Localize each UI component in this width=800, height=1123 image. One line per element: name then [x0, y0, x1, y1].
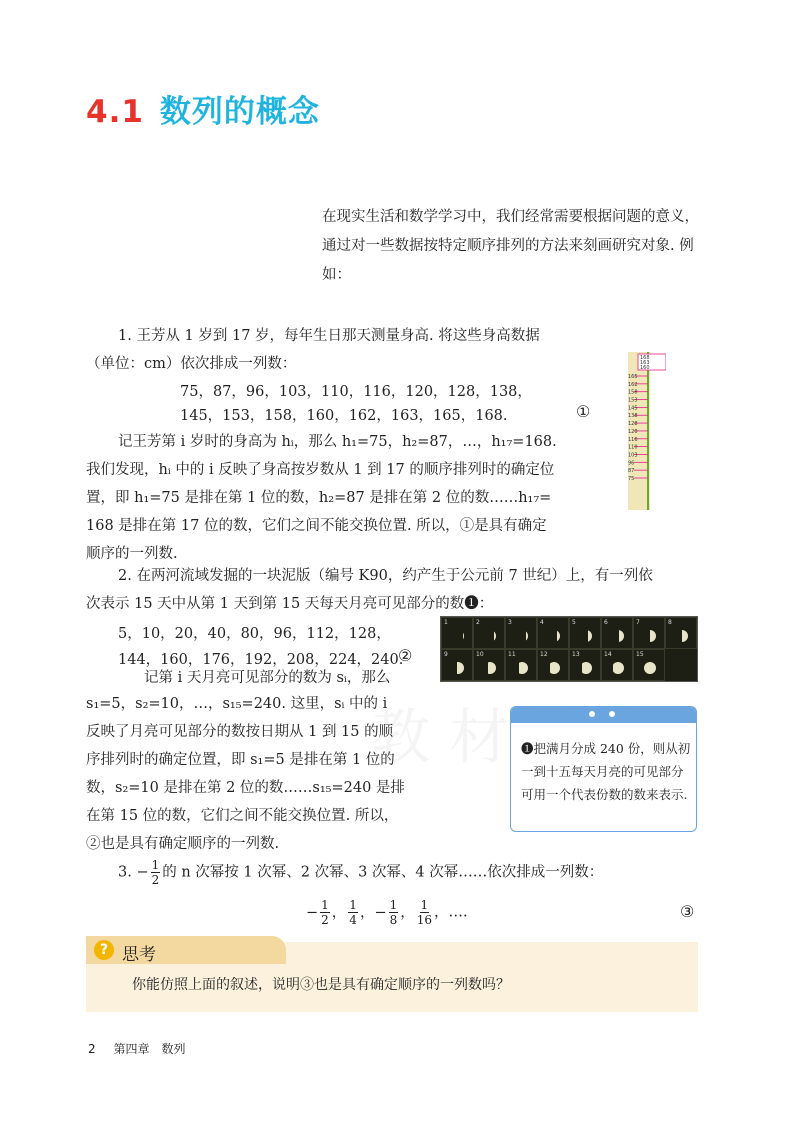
ex2-line8: 在第 15 位的数，它们之间不能交换位置. 所以，	[86, 808, 399, 824]
think-tab	[86, 936, 286, 964]
page-title	[86, 86, 320, 131]
chapter-label: 第四章 数列	[113, 1042, 186, 1056]
moon-day-cell	[537, 649, 569, 681]
ruler-tick-label: 145	[628, 405, 638, 412]
separator: ，	[359, 904, 375, 921]
moon-day-cell	[441, 617, 473, 649]
note-dot-icon	[609, 711, 615, 717]
frac-num: 1	[151, 858, 160, 872]
ex2-label: ②	[398, 646, 413, 665]
ruler-tick-label: 96	[628, 460, 635, 467]
ex3-tail: ，….	[434, 904, 468, 921]
moon-day-label: 10	[476, 651, 484, 658]
moon-day-label: 8	[668, 619, 672, 626]
moon-day-cell	[665, 617, 697, 649]
moon-icon	[612, 630, 624, 642]
moon-day-cell	[537, 617, 569, 649]
ex2-line6: 序排列时的确定位置，即 s₁=5 是排在第 1 位的	[86, 752, 395, 768]
note-header-bar	[511, 707, 696, 723]
section-title: 数列的概念	[159, 94, 320, 130]
ex1-line3: 记王芳第 i 岁时的身高为 hᵢ，那么 h₁=75，h₂=87，…，h₁₇=168.	[118, 434, 557, 450]
moon-icon	[516, 662, 528, 674]
ruler-tick-label: 110	[628, 444, 638, 451]
ruler-tick-label: 153	[628, 397, 638, 404]
ruler-tick-label: 75	[628, 476, 635, 482]
ex2-line2: 次表示 15 天中从第 1 天到第 15 天每天月亮可见部分的数❶：	[86, 596, 494, 612]
ex3-label: ③	[680, 902, 695, 921]
ex1-line4: 我们发现，hᵢ 中的 i 反映了身高按岁数从 1 到 17 的顺序排列时的确定位	[86, 462, 555, 478]
frac-num: 1	[389, 898, 398, 912]
ex3-sequence	[306, 898, 468, 928]
term-sign: −	[306, 904, 319, 921]
ex1-line5: 置，即 h₁=75 是排在第 1 位的数，h₂=87 是排在第 2 位的数……h₁₇=	[86, 490, 552, 506]
ex1-line1: 1. 王芳从 1 岁到 17 岁，每年生日那天测量身高. 将这些身高数据	[118, 328, 540, 344]
moon-day-label: 7	[636, 619, 640, 626]
moon-day-label: 1	[444, 619, 448, 626]
moon-day-label: 2	[476, 619, 480, 626]
ruler-top-label: 168	[640, 355, 650, 361]
moon-phases-figure	[440, 616, 698, 682]
ex3-line1	[118, 858, 603, 888]
frac-num: 1	[321, 898, 329, 912]
moon-icon	[644, 630, 656, 642]
ruler-top-label: 160	[640, 365, 650, 371]
moon-icon	[484, 662, 496, 674]
note-dot-icon	[589, 711, 595, 717]
moon-day-label: 14	[604, 651, 612, 658]
ruler-tick-label: 162	[628, 381, 638, 388]
moon-day-label: 13	[572, 651, 580, 658]
watermark: 教 材	[370, 703, 510, 773]
moon-icon	[516, 630, 528, 642]
ex2-line1: 2. 在两河流域发掘的一块泥版（编号 K90，约产生于公元前 7 世纪）上，有一列依	[118, 568, 653, 584]
ex2-line5: 反映了月亮可见部分的数按日期从 1 到 15 的顺	[86, 724, 394, 740]
ruler-tick-label: 116	[628, 436, 638, 443]
moon-icon	[548, 630, 560, 642]
moon-day-cell	[569, 649, 601, 681]
ruler-tick-label: 120	[628, 428, 638, 435]
section-number: 4.1	[86, 94, 144, 130]
page-number: 2	[88, 1042, 96, 1056]
ruler-tick-label: 165	[628, 374, 638, 380]
moon-day-cell	[473, 649, 505, 681]
term-sign: −	[374, 904, 387, 921]
ex1-label: ①	[576, 402, 591, 421]
ruler-top-label: 163	[640, 360, 650, 366]
page-footer	[88, 1040, 185, 1057]
moon-icon	[452, 662, 464, 674]
moon-day-cell	[569, 617, 601, 649]
think-question: 你能仿照上面的叙述，说明③也是具有确定顺序的一列数吗？	[132, 977, 510, 993]
moon-day-cell	[601, 617, 633, 649]
moon-day-label: 4	[540, 619, 544, 626]
ex2-seq2: 144，160，176，192，208，224，240.	[118, 652, 404, 668]
moon-icon	[676, 630, 688, 642]
height-ruler-figure	[620, 352, 666, 510]
moon-icon	[644, 662, 656, 674]
ruler-tick-label: 158	[628, 389, 638, 396]
moon-icon	[612, 662, 624, 674]
moon-day-cell	[601, 649, 633, 681]
sequence-term-fraction	[320, 898, 330, 927]
question-icon: ?	[94, 940, 114, 960]
frac-num: 1	[420, 898, 429, 912]
ex1-line2: （单位：cm）依次排成一列数：	[86, 356, 297, 372]
moon-day-cell	[441, 649, 473, 681]
moon-day-cell	[633, 649, 665, 681]
ruler-tick-label: 128	[628, 421, 638, 428]
intro-paragraph: 在现实生活和数学学习中，我们经常需要根据问题的意义，通过对一些数据按特定顺序排列的方法来刻画研究对象. 例如：	[322, 209, 699, 283]
moon-day-cell	[473, 617, 505, 649]
separator: ，	[400, 904, 415, 921]
moon-day-cell	[505, 649, 537, 681]
separator: ，	[331, 904, 347, 921]
fraction-half	[151, 858, 161, 887]
moon-day-label: 15	[636, 651, 644, 658]
sequence-term-fraction	[389, 898, 399, 927]
ruler-tick-label: 87	[628, 468, 635, 475]
ruler-tick-label: 138	[628, 413, 638, 420]
moon-day-cell	[633, 617, 665, 649]
ex1-line6: 168 是排在第 17 位的数，它们之间不能交换位置. 所以，①是具有确定	[86, 518, 547, 534]
ruler-tick-label: 103	[628, 452, 638, 459]
moon-day-label: 5	[572, 619, 576, 626]
ex2-line3: 记第 i 天月亮可见部分的数为 sᵢ，那么	[144, 670, 391, 686]
frac-den: 16	[416, 913, 433, 927]
frac-den: 4	[349, 913, 357, 927]
moon-day-label: 12	[540, 651, 548, 658]
moon-day-label: 9	[444, 651, 448, 658]
sequence-term-fraction	[348, 898, 358, 927]
ex3-prefix: 3. −	[118, 864, 149, 881]
ex2-line9: ②也是具有确定顺序的一列数.	[86, 836, 280, 852]
moon-day-cell	[505, 617, 537, 649]
note-text: ❶把满月分成 240 份，则从初一到十五每天月亮的可见部分可用一个代表份数的数来表示.	[521, 741, 691, 802]
think-title: 思考	[122, 945, 156, 965]
frac-den: 2	[321, 913, 329, 927]
moon-icon	[452, 630, 464, 642]
moon-day-label: 3	[508, 619, 512, 626]
ex1-seq2: 145，153，158，160，162，163，165，168.	[180, 408, 508, 424]
side-note	[510, 706, 697, 832]
moon-day-label: 6	[604, 619, 608, 626]
ex1-seq1: 75，87，96，103，110，116，120，128，138，	[180, 384, 532, 400]
moon-icon	[580, 662, 592, 674]
moon-icon	[548, 662, 560, 674]
frac-den: 2	[151, 873, 160, 887]
moon-icon	[484, 630, 496, 642]
ex2-seq1: 5，10，20，40，80，96，112，128，	[118, 626, 391, 642]
ex2-line4: s₁=5，s₂=10，…，s₁₅=240. 这里，sᵢ 中的 i	[86, 696, 388, 712]
ex2-line7: 数，s₂=10 是排在第 2 位的数……s₁₅=240 是排	[86, 780, 405, 796]
sequence-term-fraction	[417, 898, 432, 927]
ex3-suffix: 的 n 次幂按 1 次幂、2 次幂、3 次幂、4 次幂……依次排成一列数：	[162, 864, 604, 881]
moon-day-label: 11	[508, 651, 516, 658]
ex1-line7: 顺序的一列数.	[86, 546, 178, 562]
frac-num: 1	[349, 898, 357, 912]
moon-icon	[580, 630, 592, 642]
frac-den: 8	[389, 913, 398, 927]
